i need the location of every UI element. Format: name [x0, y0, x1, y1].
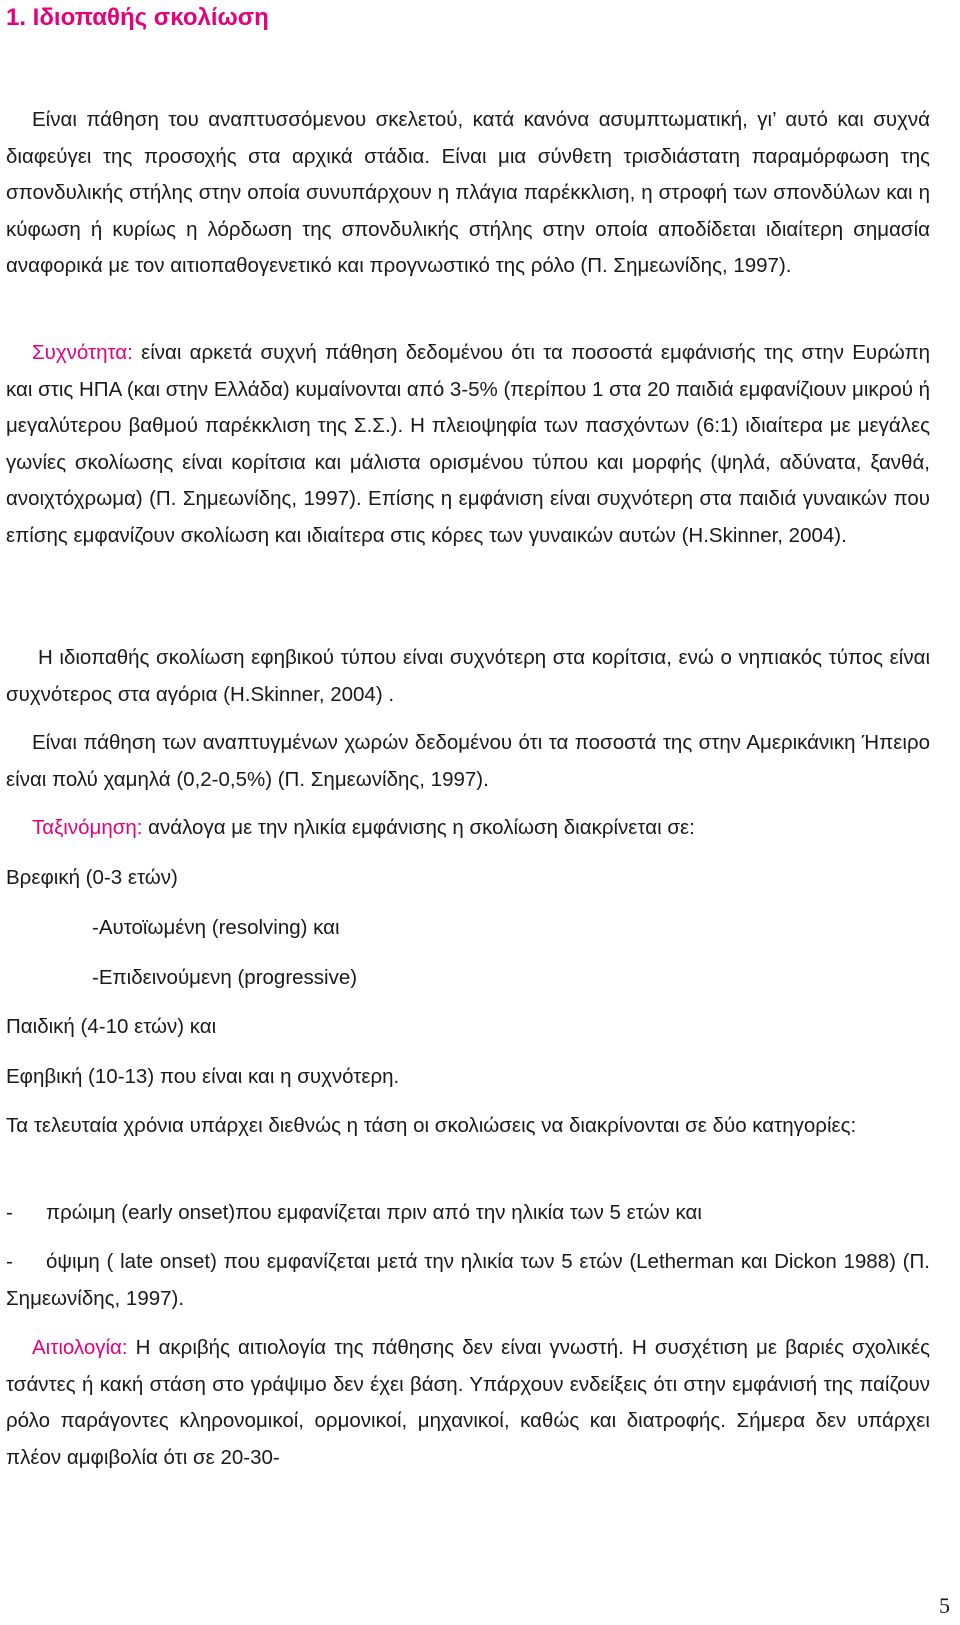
section-heading: 1. Ιδιοπαθής σκολίωση — [6, 4, 269, 31]
developed-countries-paragraph: Είναι πάθηση των αναπτυγμένων χωρών δεδομένου ότι τα ποσοστά της στην Αμερικάνικη Ήπειρο είναι πολύ χαμηλά (0,2-0,5%) (Π. Σημεωνίδης, 1997). — [6, 731, 930, 791]
adolescent-type: Εφηβική (10-13) που είναι και η συχνότερη. — [6, 1065, 400, 1088]
page-number: 5 — [939, 1593, 950, 1618]
list-dash: - — [6, 1201, 13, 1224]
frequency-text: είναι αρκετά συχνή πάθηση δεδομένου ότι τα ποσοστά εμφάνισής της στην Ευρώπη και στις ΗΠΑ (και στην Ελλάδα) κυμαίνονται από 3-5% (περίπου 1 στα 20 παιδιά εμφανίζιουν μικρού ή μεγαλύτερου βαθμού παρέκκλιση της Σ.Σ.). Η πλειοψηφία των πασχόντων (6:1) ιδιαίτερα με μεγάλες γωνίες σκολίωσης είναι κορίτσια και μάλιστα ορισμένου τύπου και μορφής (ψηλά, αδύνατα, ξανθά, ανοιχτόχρωμα) (Π. Σημεωνίδης, 1997). Επίσης η εμφάνιση είναι συχνότερη στα παιδιά γυναικών που επίσης εμφανίζουν σκολίωση και ιδιαίτερα στις κόρες των γυναικών αυτών (H.Skinner, 2004). — [6, 341, 931, 547]
early-onset-text: πρώιμη (early onset)που εμφανίζεται πριν από την ηλικία των 5 ετών και — [46, 1201, 702, 1224]
frequency-label: Συχνότητα: — [32, 341, 133, 364]
classification-paragraph — [32, 810, 695, 846]
type-paragraph: Η ιδιοπαθής σκολίωση εφηβικού τύπου είναι συχνότερη στα κορίτσια, ενώ ο νηπιακός τύπος είναι συχνότερος στα αγόρια (H.Skinner, 2004) . — [6, 646, 930, 706]
etiology-label: Αιτιολογία: — [32, 1336, 128, 1359]
infant-subtype-resolving: -Αυτοϊωμένη (resolving) και — [92, 916, 340, 939]
etiology-paragraph — [6, 1330, 930, 1476]
etiology-text: Η ακριβής αιτιολογία της πάθησης δεν είναι γνωστή. Η συσχέτιση με βαριές σχολικές τσάντες ή κακή στάση στο γράψιμο δεν έχει βάση. Υπάρχουν ενδείξεις ότι στην εμφάνισή της παίζουν ρόλο παράγοντες κληρονομικοί, ορμονικοί, μηχανικοί, καθώς και διατροφής. Σήμερα δεν υπάρχει πλέον αμφιβολία ότι σε 20-30- — [6, 1336, 930, 1469]
late-onset-text: όψιμη ( late onset) που εμφανίζεται μετά την ηλικία των 5 ετών (Letherman και Dickon 1988) (Π. Σημεωνίδης, 1997). — [6, 1250, 930, 1310]
early-onset-item — [6, 1195, 702, 1231]
late-onset-item — [6, 1244, 930, 1317]
frequency-paragraph — [6, 335, 930, 555]
child-type: Παιδική (4-10 ετών) και — [6, 1015, 217, 1038]
classification-label: Ταξινόμηση: — [32, 816, 143, 839]
list-dash: - — [6, 1250, 13, 1273]
infant-type: Βρεφική (0-3 ετών) — [6, 866, 178, 889]
classification-text: ανάλογα με την ηλικία εμφάνισης η σκολίωση διακρίνεται σε: — [142, 816, 695, 839]
recent-trend-paragraph: Τα τελευταία χρόνια υπάρχει διεθνώς η τάση οι σκολιώσεις να διακρίνονται σε δύο κατηγορίες: — [6, 1114, 857, 1137]
infant-subtype-progressive: -Επιδεινούμενη (progressive) — [92, 966, 358, 989]
intro-paragraph: Είναι πάθηση του αναπτυσσόμενου σκελετού, κατά κανόνα ασυμπτωματική, γι’ αυτό και συχνά διαφεύγει της προσοχής στα αρχικά στάδια. Είναι μια σύνθετη τρισδιάστατη παραμόρφωση της σπονδυλικής στήλης στην οποία συνυπάρχουν η πλάγια παρέκκλιση, η στροφή των σπονδύλων και η κύφωση ή κυρίως η λόρδωση της σπονδυλικής στήλης στην οποία αποδίδεται ιδιαίτερη σημασία αναφορικά με τον αιτιοπαθογενετικό και προγνωστικό της ρόλο (Π. Σημεωνίδης, 1997). — [6, 108, 930, 278]
